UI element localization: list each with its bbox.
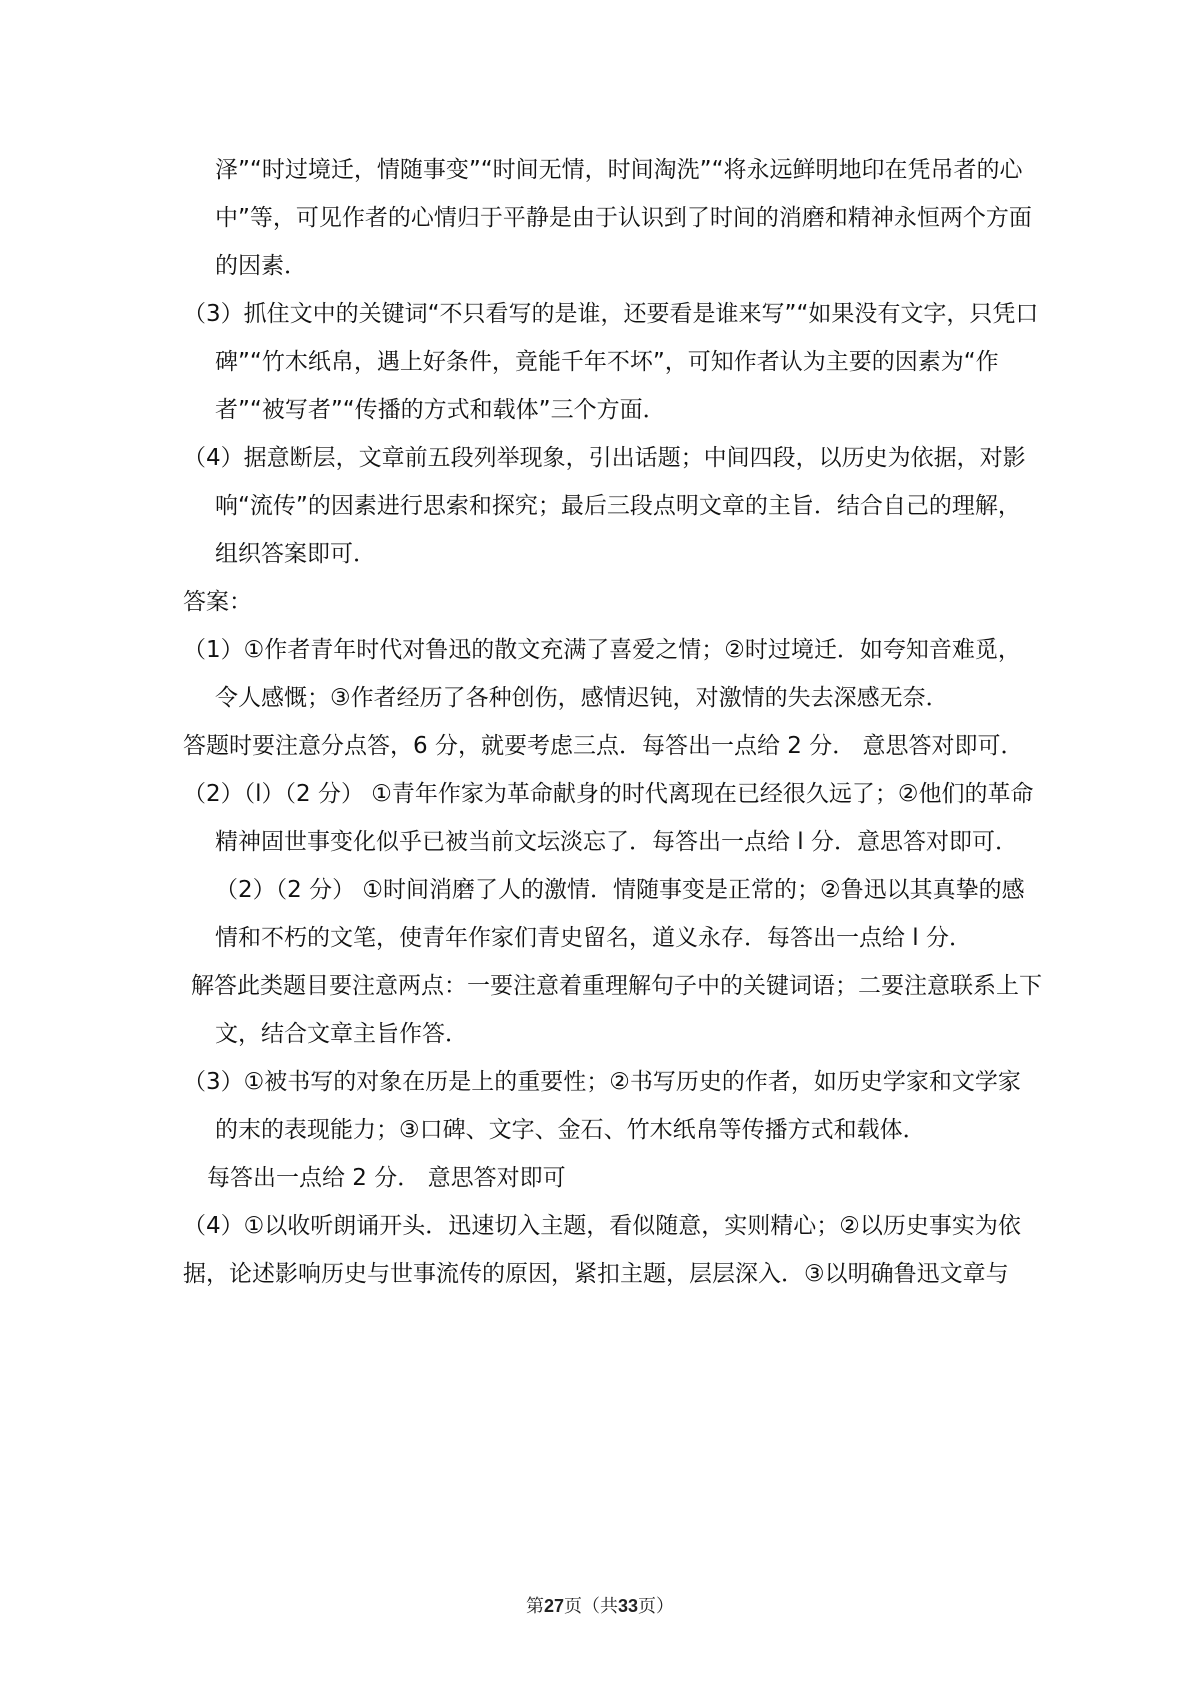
paragraph: 解答此类题目要注意两点：一要注意着重理解句子中的关键词语；二要注意联系上下文，结合文章主旨作答． [191, 973, 1042, 1047]
paragraph: （4）①以收听朗诵开头．迅速切入主题，看似随意，实则精心；②以历史事实为依 [183, 1213, 1021, 1239]
footer-prefix: 第 [525, 1596, 544, 1617]
paragraph: （2）（l）（2 分） ①青年作家为革命献身的时代离现在已经很久远了；②他们的革命精神固世事变化似乎已被当前文坛淡忘了．每答出一点给 l 分．意思答对即可．（2）（2 分） ①时间消磨了人的激情．情随事变是正常的；②鲁迅以其真挚的感情和不朽的文笔，使青年作家们青史留名，道义永存．每答出一点给 l 分． [183, 781, 1034, 951]
footer-middle: 页（共 [564, 1596, 618, 1617]
paragraph: （4）据意断层，文章前五段列举现象，引出话题；中间四段，以历史为依据，对影响“流传”的因素进行思索和探究；最后三段点明文章的主旨．结合自己的理解，组织答案即可． [183, 445, 1026, 567]
paragraph: 据，论述影响历史与世事流传的原因，紧扣主题，层层深入．③以明确鲁迅文章与 [183, 1261, 1009, 1287]
footer-suffix: 页） [638, 1596, 675, 1617]
paragraph: 答案： [183, 589, 252, 615]
footer-total-pages: 33 [618, 1596, 639, 1616]
page-footer [0, 1592, 1200, 1618]
paragraph: 答题时要注意分点答，6 分，就要考虑三点．每答出一点给 2 分． 意思答对即可． [183, 733, 1024, 759]
paragraph: （1）①作者青年时代对鲁迅的散文充满了喜爱之情；②时过境迁．如夸知音难觅，令人感慨；③作者经历了各种创伤，感情迟钝，对激情的失去深感无奈． [183, 637, 1021, 711]
footer-page-number: 27 [543, 1596, 564, 1616]
paragraph: 每答出一点给 2 分． 意思答对即可 [207, 1165, 566, 1191]
page-content [183, 146, 1043, 1298]
paragraph: （3）①被书写的对象在历是上的重要性；②书写历史的作者，如历史学家和文学家的末的表现能力；③口碑、文字、金石、竹木纸帛等传播方式和载体． [183, 1069, 1021, 1143]
paragraph: 泽”“时过境迁，情随事变”“时间无情，时间淘洗”“将永远鲜明地印在凭吊者的心中”等，可见作者的心情归于平静是由于认识到了时间的消磨和精神永恒两个方面的因素． [215, 157, 1032, 279]
paragraph: （3）抓住文中的关键词“不只看写的是谁，还要看是谁来写”“如果没有文字，只凭口碑”“竹木纸帛，遇上好条件，竟能千年不坏”，可知作者认为主要的因素为“作者”“被写者”“传播的方式和载体”三个方面． [183, 301, 1039, 423]
